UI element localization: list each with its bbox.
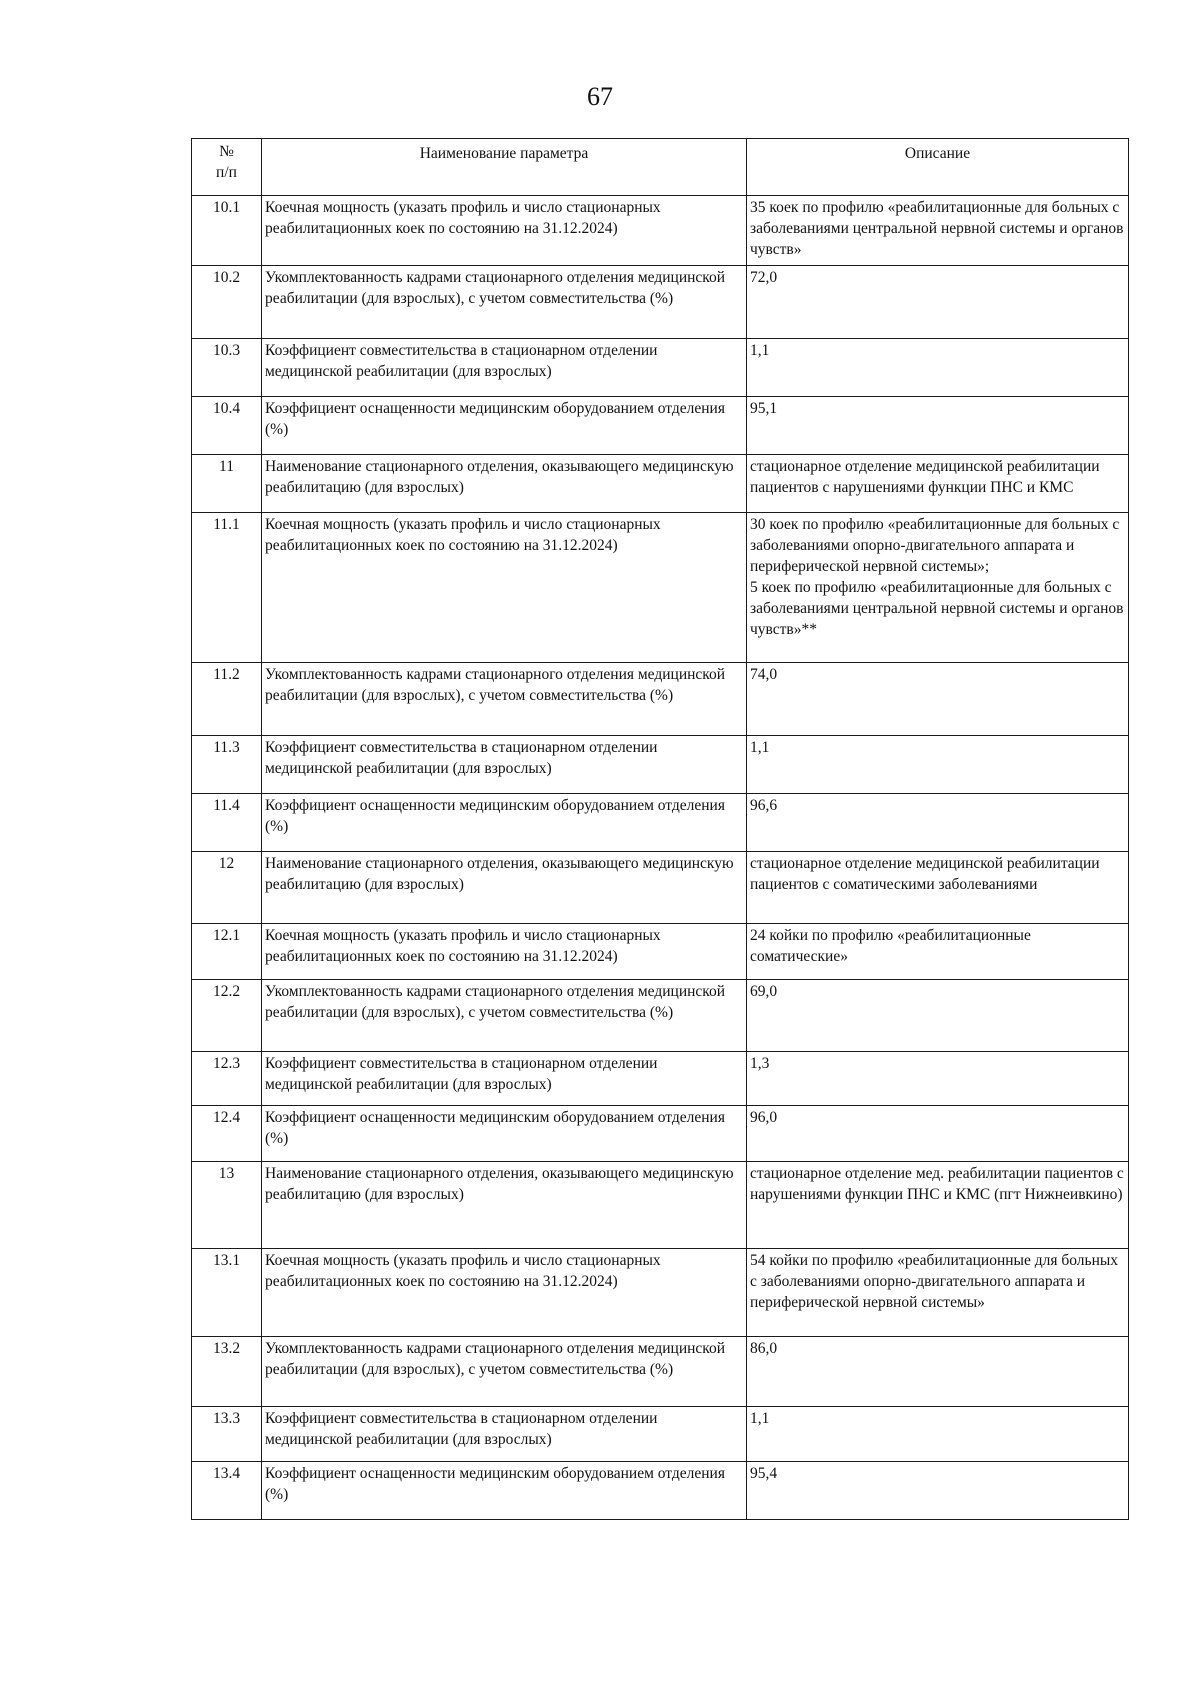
row-parameter-name: Укомплектованность кадрами стационарного отделения медицинской реабилитации (для взрослых), с учетом совместительства (%) <box>262 980 747 1052</box>
row-number: 13.3 <box>192 1407 262 1462</box>
row-description: 54 койки по профилю «реабилитационные для больных с заболеваниями опорно-двигательного аппарата и периферической нервной системы» <box>747 1249 1129 1337</box>
row-description: 72,0 <box>747 266 1129 339</box>
table-row <box>192 455 1129 513</box>
row-description: 69,0 <box>747 980 1129 1052</box>
row-description: стационарное отделение мед. реабилитации пациентов с нарушениями функции ПНС и КМС (пгт Нижнеивкино) <box>747 1162 1129 1249</box>
row-description: 96,6 <box>747 794 1129 852</box>
row-number: 11.2 <box>192 663 262 736</box>
row-number: 13 <box>192 1162 262 1249</box>
row-number: 10.4 <box>192 397 262 455</box>
row-number: 12 <box>192 852 262 924</box>
row-parameter-name: Наименование стационарного отделения, оказывающего медицинскую реабилитацию (для взрослых) <box>262 1162 747 1249</box>
row-parameter-name: Коэффициент оснащенности медицинским оборудованием отделения (%) <box>262 1462 747 1520</box>
table-row <box>192 852 1129 924</box>
row-number: 13.1 <box>192 1249 262 1337</box>
header-parameter-name: Наименование параметра <box>262 139 747 196</box>
row-parameter-name: Коечная мощность (указать профиль и число стационарных реабилитационных коек по состоянию на 31.12.2024) <box>262 513 747 663</box>
table-row <box>192 1462 1129 1520</box>
row-number: 10.2 <box>192 266 262 339</box>
row-description: стационарное отделение медицинской реабилитации пациентов с нарушениями функции ПНС и КМС <box>747 455 1129 513</box>
table-row <box>192 1407 1129 1462</box>
table-row <box>192 513 1129 663</box>
row-description: стационарное отделение медицинской реабилитации пациентов с соматическими заболеваниями <box>747 852 1129 924</box>
row-description: 96,0 <box>747 1106 1129 1162</box>
row-parameter-name: Укомплектованность кадрами стационарного отделения медицинской реабилитации (для взрослых), с учетом совместительства (%) <box>262 1337 747 1407</box>
row-number: 10.1 <box>192 196 262 266</box>
row-parameter-name: Коечная мощность (указать профиль и число стационарных реабилитационных коек по состоянию на 31.12.2024) <box>262 196 747 266</box>
row-description: 1,1 <box>747 1407 1129 1462</box>
row-parameter-name: Наименование стационарного отделения, оказывающего медицинскую реабилитацию (для взрослых) <box>262 455 747 513</box>
table-row <box>192 1162 1129 1249</box>
row-parameter-name: Укомплектованность кадрами стационарного отделения медицинской реабилитации (для взрослых), с учетом совместительства (%) <box>262 266 747 339</box>
table-row <box>192 1337 1129 1407</box>
table-row <box>192 1052 1129 1106</box>
row-description: 35 коек по профилю «реабилитационные для больных с заболеваниями центральной нервной системы и органов чувств» <box>747 196 1129 266</box>
table-row <box>192 266 1129 339</box>
header-number: № п/п <box>192 139 262 196</box>
row-parameter-name: Коэффициент совместительства в стационарном отделении медицинской реабилитации (для взрослых) <box>262 736 747 794</box>
row-description: 95,4 <box>747 1462 1129 1520</box>
row-number: 10.3 <box>192 339 262 397</box>
row-parameter-name: Коэффициент совместительства в стационарном отделении медицинской реабилитации (для взрослых) <box>262 339 747 397</box>
table-row <box>192 736 1129 794</box>
page-number: 67 <box>587 82 613 111</box>
table-row <box>192 663 1129 736</box>
row-number: 11.1 <box>192 513 262 663</box>
row-description: 1,1 <box>747 736 1129 794</box>
row-number: 12.1 <box>192 924 262 980</box>
table-row <box>192 794 1129 852</box>
row-number: 11.3 <box>192 736 262 794</box>
row-description: 95,1 <box>747 397 1129 455</box>
row-parameter-name: Коечная мощность (указать профиль и число стационарных реабилитационных коек по состоянию на 31.12.2024) <box>262 924 747 980</box>
table-row <box>192 1249 1129 1337</box>
row-parameter-name: Коэффициент совместительства в стационарном отделении медицинской реабилитации (для взрослых) <box>262 1052 747 1106</box>
row-number: 12.2 <box>192 980 262 1052</box>
row-number: 12.4 <box>192 1106 262 1162</box>
table-row <box>192 1106 1129 1162</box>
row-parameter-name: Коэффициент совместительства в стационарном отделении медицинской реабилитации (для взрослых) <box>262 1407 747 1462</box>
table-row <box>192 196 1129 266</box>
row-number: 13.2 <box>192 1337 262 1407</box>
row-description: 24 койки по профилю «реабилитационные соматические» <box>747 924 1129 980</box>
table-row <box>192 924 1129 980</box>
parameters-table <box>191 138 1129 1520</box>
table-body <box>192 196 1129 1520</box>
row-number: 11.4 <box>192 794 262 852</box>
row-number: 13.4 <box>192 1462 262 1520</box>
row-parameter-name: Коэффициент оснащенности медицинским оборудованием отделения (%) <box>262 794 747 852</box>
row-description: 74,0 <box>747 663 1129 736</box>
header-description: Описание <box>747 139 1129 196</box>
row-description: 30 коек по профилю «реабилитационные для больных с заболеваниями опорно-двигательного аппарата и периферической нервной системы»; 5 коек по профилю «реабилитационные для больных с заболеваниями центральной нервной системы и органов чувств»** <box>747 513 1129 663</box>
row-description: 1,1 <box>747 339 1129 397</box>
row-number: 11 <box>192 455 262 513</box>
row-description: 86,0 <box>747 1337 1129 1407</box>
row-parameter-name: Коэффициент оснащенности медицинским оборудованием отделения (%) <box>262 397 747 455</box>
table-row <box>192 980 1129 1052</box>
row-parameter-name: Коечная мощность (указать профиль и число стационарных реабилитационных коек по состоянию на 31.12.2024) <box>262 1249 747 1337</box>
table-row <box>192 397 1129 455</box>
row-parameter-name: Наименование стационарного отделения, оказывающего медицинскую реабилитацию (для взрослых) <box>262 852 747 924</box>
table-header-row <box>192 139 1129 196</box>
row-number: 12.3 <box>192 1052 262 1106</box>
row-description: 1,3 <box>747 1052 1129 1106</box>
table-row <box>192 339 1129 397</box>
row-parameter-name: Укомплектованность кадрами стационарного отделения медицинской реабилитации (для взрослых), с учетом совместительства (%) <box>262 663 747 736</box>
row-parameter-name: Коэффициент оснащенности медицинским оборудованием отделения (%) <box>262 1106 747 1162</box>
